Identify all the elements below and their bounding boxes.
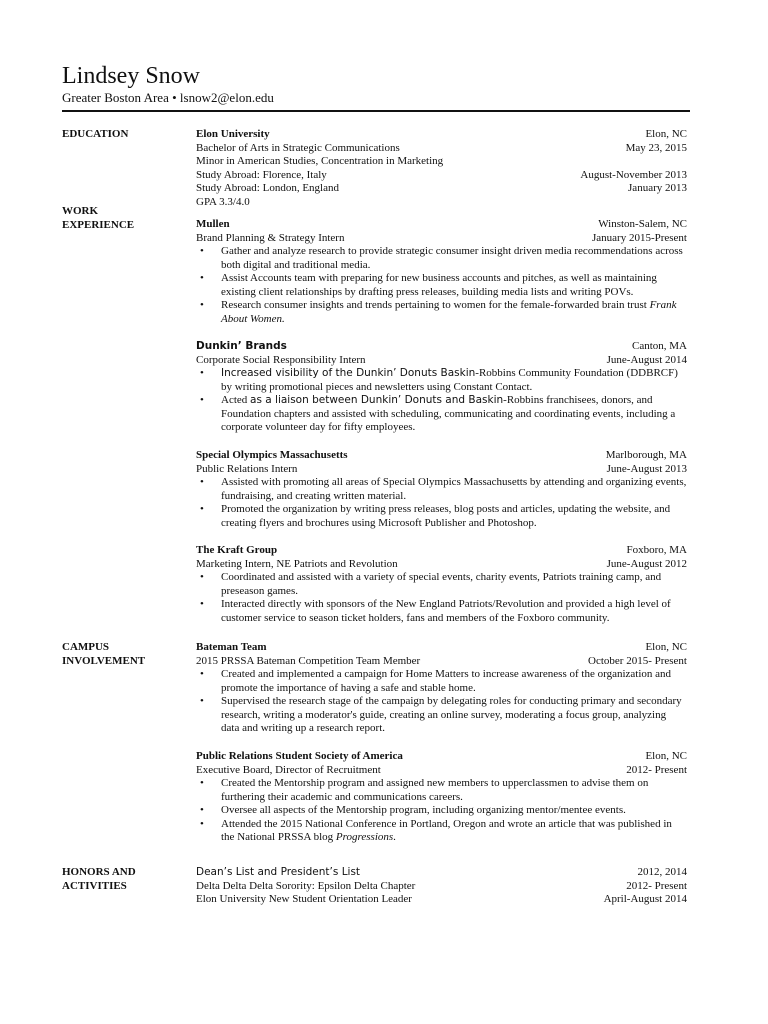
bullet-item: • Interacted directly with sponsors of the New England Patriots/Revolution and provided a high level of customer service to season ticket holders, fans and members of the Foxboro community.	[196, 598, 687, 625]
entry-header	[196, 218, 687, 232]
role-title: 2015 PRSSA Bateman Competition Team Member	[196, 654, 421, 667]
title-row	[196, 354, 687, 368]
bullet-item: • Attended the 2015 National Conference in Portland, Oregon and wrote an article that was published in the National PRSSA blog Progressions.	[196, 818, 687, 845]
job-entry-kraft-group	[196, 544, 687, 625]
org-name: Dunkin’ Brands	[196, 340, 287, 352]
candidate-name: Lindsey Snow	[62, 63, 200, 89]
org-name: Special Olympics Massachusetts	[196, 449, 348, 461]
detail-row: GPA 3.3/4.0	[196, 195, 250, 208]
bullet-list	[196, 571, 687, 625]
location: Marlborough, MA	[605, 449, 687, 461]
entry-header	[196, 544, 687, 558]
org-name: Elon University	[196, 128, 270, 140]
bullet-item: • Research consumer insights and trends pertaining to women for the female-forwarded brain trust Frank About Women.	[196, 299, 687, 326]
role-title: Executive Board, Director of Recruitment	[196, 763, 381, 776]
title-row	[196, 558, 687, 572]
location: Elon, NC	[645, 750, 687, 762]
section-heading-honors-activities: HONORS AND ACTIVITIES	[62, 866, 136, 892]
bullet-item: • Coordinated and assisted with a variety of special events, charity events, Patriots training camp, and preseason games.	[196, 571, 687, 598]
title-row	[196, 655, 687, 669]
bullet-list	[196, 777, 687, 845]
job-dates: June-August 2013	[606, 462, 687, 475]
honor-row: Delta Delta Delta Sorority: Epsilon Delta Chapter 2012- Present	[196, 879, 687, 892]
entry-header	[196, 750, 687, 764]
title-row	[196, 463, 687, 477]
section-heading-campus-involvement: CAMPUS INVOLVEMENT	[62, 641, 146, 667]
bullet-item: • Gather and analyze research to provide strategic consumer insight driven media recommendations across both digital and traditional media.	[196, 245, 687, 272]
org-name: Bateman Team	[196, 641, 267, 653]
bullet-list	[196, 476, 687, 530]
bullet-list	[196, 245, 687, 326]
job-title: Corporate Social Responsibility Intern	[196, 353, 366, 366]
entry-header	[196, 340, 687, 354]
bullet-item: • Supervised the research stage of the campaign by delegating roles for conducting primary and secondary research, writing a moderator's guide, creating an online survey, moderating a focus group, analyzing data and writing up a research report.	[196, 695, 687, 736]
section-heading-education: EDUCATION	[62, 128, 129, 140]
location: Elon, NC	[645, 641, 687, 653]
org-name: Public Relations Student Society of America	[196, 750, 403, 762]
job-title: Brand Planning & Strategy Intern	[196, 231, 345, 244]
bullet-item: • Acted as a liaison between Dunkin’ Donuts and Baskin-Robbins franchisees, donors, and Foundation chapters and assisted with scheduling, communicating and coordinating events, including a corporate volunteer day for fifty employees.	[196, 394, 687, 435]
job-entry-mullen	[196, 218, 687, 326]
campus-entry-bateman-team	[196, 641, 687, 736]
org-name: Mullen	[196, 218, 230, 230]
location: Canton, MA	[632, 340, 687, 352]
entry-header	[196, 449, 687, 463]
detail-row: Study Abroad: Florence, Italy August-November 2013	[196, 168, 687, 181]
role-dates: October 2015- Present	[588, 654, 687, 667]
contact-line: Greater Boston Area • lsnow2@elon.edu	[62, 90, 274, 105]
education-entry	[196, 128, 687, 209]
bullet-item: • Assisted with promoting all areas of Special Olympics Massachusetts by attending and organizing events, fundraising, and creating written material.	[196, 476, 687, 503]
job-title: Marketing Intern, NE Patriots and Revolution	[196, 557, 398, 570]
bullet-item: • Increased visibility of the Dunkin’ Donuts Baskin-Robbins Community Foundation (DDBRCF) by writing promotional pieces and newsletters using Constant Contact.	[196, 367, 687, 394]
location: Elon, NC	[645, 128, 687, 140]
bullet-list	[196, 367, 687, 435]
bullet-item: • Oversee all aspects of the Mentorship program, including organizing mentor/mentee events.	[196, 804, 687, 818]
honors-entry	[196, 866, 687, 907]
section-heading-work-experience: WORK EXPERIENCE	[62, 205, 135, 231]
entry-header	[196, 641, 687, 655]
job-dates: June-August 2014	[606, 353, 687, 366]
title-row	[196, 764, 687, 778]
org-name: The Kraft Group	[196, 544, 278, 556]
job-entry-dunkin-brands	[196, 340, 687, 435]
title-row	[196, 232, 687, 246]
honor-row: Elon University New Student Orientation Leader April-August 2014	[196, 893, 687, 905]
bullet-list	[196, 668, 687, 736]
campus-entry-prssa	[196, 750, 687, 845]
bullet-item: • Created the Mentorship program and assigned new members to upperclassmen to advise them on furthering their academic and communications careers.	[196, 777, 687, 804]
detail-row: Bachelor of Arts in Strategic Communications May 23, 2015	[196, 141, 687, 154]
detail-row: Study Abroad: London, England January 2013	[196, 182, 687, 194]
job-entry-special-olympics	[196, 449, 687, 530]
entry-header	[196, 128, 687, 142]
detail-row: Minor in American Studies, Concentration in Marketing	[196, 155, 444, 167]
location: Winston-Salem, NC	[598, 218, 687, 230]
role-dates: 2012- Present	[626, 763, 687, 776]
bullet-item: • Promoted the organization by writing press releases, blog posts and articles, updating the website, and creating flyers and brochures using Microsoft Publisher and Photoshop.	[196, 503, 687, 530]
job-dates: June-August 2012	[606, 557, 687, 570]
honor-row: Dean’s List and President’s List 2012, 2014	[196, 866, 687, 878]
job-title: Public Relations Intern	[196, 462, 298, 475]
location: Foxboro, MA	[626, 544, 687, 556]
bullet-item: • Assist Accounts team with preparing for new business accounts and pitches, as well as maintaining existing client relationships by drafting press releases, building media lists and writing POVs.	[196, 272, 687, 299]
job-dates: January 2015-Present	[591, 231, 687, 244]
bullet-item: • Created and implemented a campaign for Home Matters to increase awareness of the organization and promote the importance of having a safe and stable home.	[196, 668, 687, 695]
header-divider	[62, 110, 690, 112]
